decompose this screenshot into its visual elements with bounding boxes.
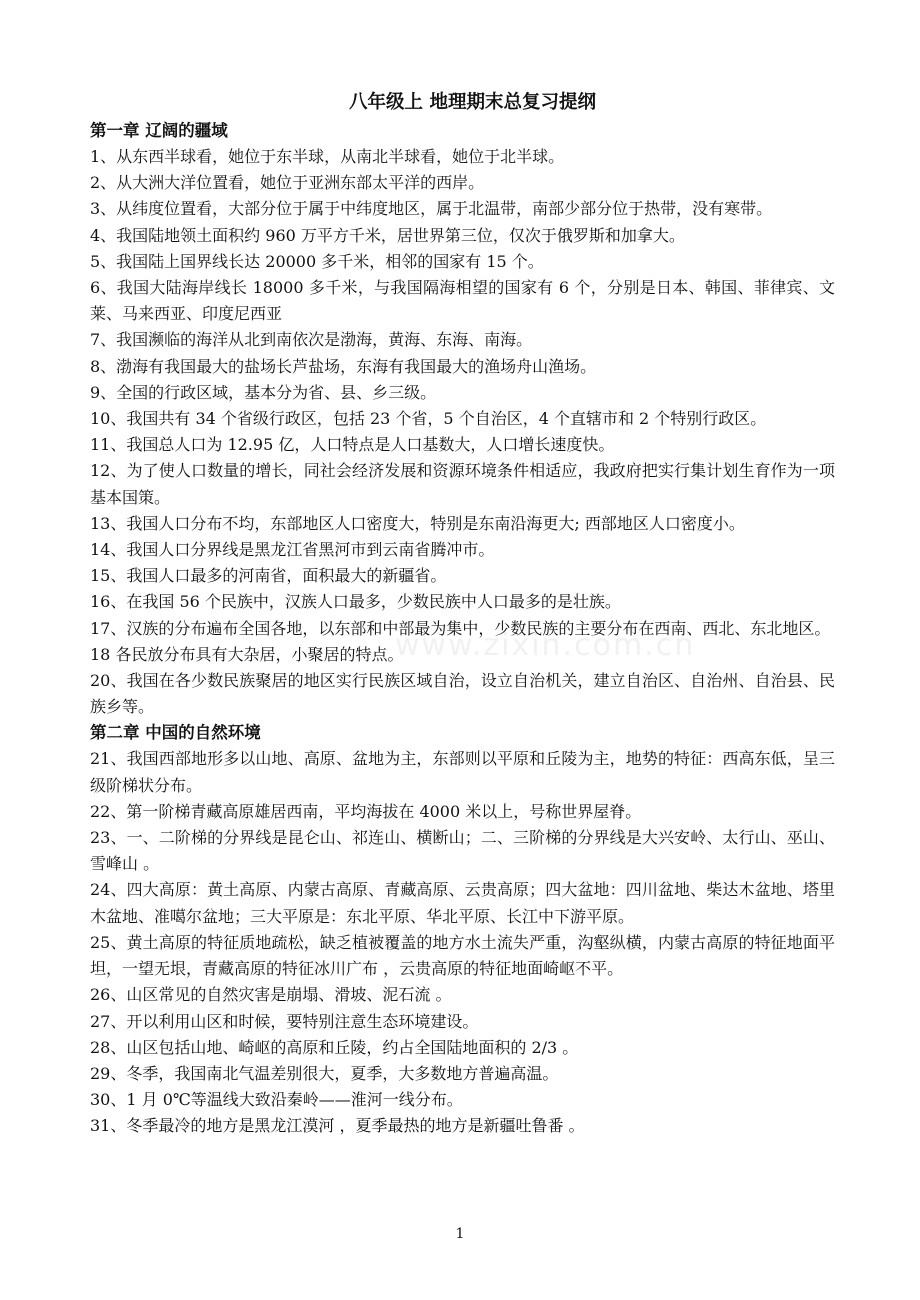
list-item: 18 各民放分布具有大杂居，小聚居的特点。 [90,644,404,664]
chapter-2 [90,720,835,1139]
list-item: 6、我国大陆海岸线长 18000 多千米，与我国隔海相望的国家有 6 个，分别是日本、韩国、菲律宾、文莱、马来西亚、印度尼西亚 [90,278,835,324]
list-item: 24、四大高原：黄土高原、内蒙古高原、青藏高原、云贵高原；四大盆地：四川盆地、柴达木盆地、塔里木盆地、准噶尔盆地；三大平原是：东北平原、华北平原、长江中下游平原。 [90,880,835,926]
chapter-heading: 第一章 辽阔的疆域 [90,121,228,140]
list-item: 5、我国陆上国界线长达 20000 多千米，相邻的国家有 15 个。 [90,251,544,271]
list-item: 31、冬季最冷的地方是黑龙江漠河 ，夏季最热的地方是新疆吐鲁番 。 [90,1116,585,1136]
list-item: 9、全国的行政区域，基本分为省、县、乡三级。 [90,382,437,402]
list-item: 30、1 月 0℃等温线大致沿秦岭——淮河一线分布。 [90,1090,463,1110]
list-item: 17、汉族的分布遍布全国各地，以东部和中部最为集中，少数民族的主要分布在西南、西北、东北地区。 [90,618,831,638]
list-item: 12、为了使人口数量的增长，同社会经济发展和资源环境条件相适应，我政府把实行集计划生育作为一项基本国策。 [90,461,835,507]
list-item: 13、我国人口分布不均，东部地区人口密度大，特别是东南沿海更大; 西部地区人口密度小。 [90,513,745,533]
list-item: 27、开以利用山区和时候，要特别注意生态环境建设。 [90,1011,479,1031]
list-item: 3、从纬度位置看，大部分位于属于中纬度地区，属于北温带，南部少部分位于热带，没有寒带。 [90,199,773,219]
list-item: 15、我国人口最多的河南省，面积最大的新疆省。 [90,566,447,586]
list-item: 1、从东西半球看，她位于东半球，从南北半球看，她位于北半球。 [90,147,565,166]
list-item: 8、渤海有我国最大的盐场长芦盐场，东海有我国最大的渔场舟山渔场。 [90,356,597,376]
document-page [90,88,835,1140]
list-item: 26、山区常见的自然灾害是崩塌、滑坡、泥石流 。 [90,985,452,1005]
list-item: 20、我国在各少数民族聚居的地区实行民族区域自治，设立自治机关，建立自治区、自治州、自治县、民族乡等。 [90,671,835,717]
list-item: 4、我国陆地领土面积约 960 万平方千米，居世界第三位，仅次于俄罗斯和加拿大。 [90,225,685,245]
list-item: 23、一、二阶梯的分界线是昆仑山、祁连山、横断山；二、三阶梯的分界线是大兴安岭、太行山、巫山、雪峰山 。 [90,828,835,874]
list-item: 22、第一阶梯青藏高原雄居西南，平均海拔在 4000 米以上，号称世界屋脊。 [90,801,642,821]
page-number: 1 [455,1226,465,1242]
watermark: www.zixin.com.cn [395,628,696,663]
list-item: 2、从大洲大洋位置看，她位于亚洲东部太平洋的西岸。 [90,173,485,193]
list-item: 7、我国濒临的海洋从北到南依次是渤海，黄海、东海、南海。 [90,330,533,350]
list-item: 29、冬季，我国南北气温差别很大，夏季，大多数地方普遍高温。 [90,1063,559,1083]
list-item: 10、我国共有 34 个省级行政区，包括 23 个省，5 个自治区，4 个直辖市和 2 个特别行政区。 [90,409,767,429]
document-title: 八年级上 地理期末总复习提纲 [349,92,596,113]
list-item: 14、我国人口分界线是黑龙江省黑河市到云南省腾冲市。 [90,540,495,560]
list-item: 16、在我国 56 个民族中，汉族人口最多，少数民族中人口最多的是壮族。 [90,592,621,612]
list-item: 21、我国西部地形多以山地、高原、盆地为主，东部则以平原和丘陵为主，地势的特征：西高东低，呈三级阶梯状分布。 [90,749,835,795]
chapter-heading: 第二章 中国的自然环境 [90,723,261,743]
list-item: 11、我国总人口为 12.95 亿，人口特点是人口基数大，人口增长速度快。 [90,435,615,455]
list-item: 25、黄土高原的特征质地疏松，缺乏植被覆盖的地方水土流失严重，沟壑纵横，内蒙古高原的特征地面平坦，一望无垠，青藏高原的特征冰川广布 ，云贵高原的特征地面崎岖不平。 [90,932,835,979]
chapter-1 [90,118,835,720]
list-item: 28、山区包括山地、崎岖的高原和丘陵，约占全国陆地面积的 2/3 。 [90,1037,579,1057]
